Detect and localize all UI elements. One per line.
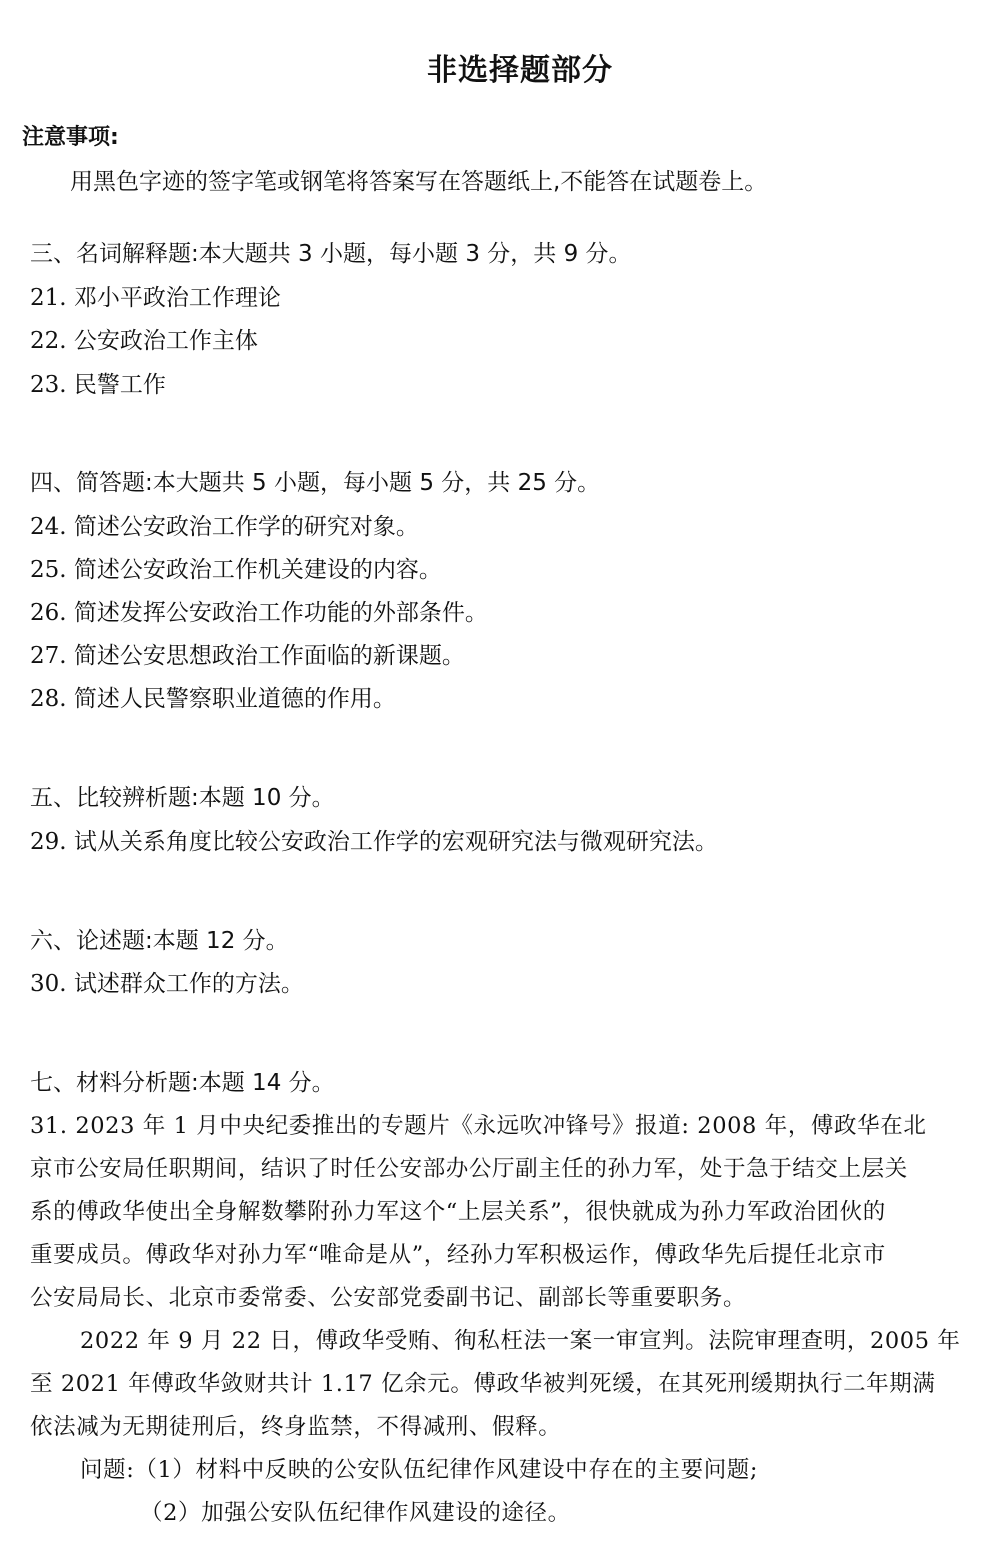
- question-27: 27. 简述公安思想政治工作面临的新课题。: [30, 643, 465, 669]
- material-line-5: 公安局局长、北京市委常委、公安部党委副书记、副部长等重要职务。: [30, 1285, 747, 1311]
- material-line-3: 系的傅政华使出全身解数攀附孙力军这个“上层关系”，很快就成为孙力军政治团伙的: [30, 1199, 886, 1225]
- material-line-8: 依法减为无期徒刑后，终身监禁，不得减刑、假释。: [30, 1414, 562, 1440]
- section-heading-4: 四、简答题:本大题共 5 小题，每小题 5 分，共 25 分。: [30, 470, 601, 496]
- question-28: 28. 简述人民警察职业道德的作用。: [30, 686, 396, 712]
- section-heading-6: 六、论述题:本题 12 分。: [30, 928, 289, 954]
- question-29: 29. 试从关系角度比较公安政治工作学的宏观研究法与微观研究法。: [30, 829, 718, 855]
- question-22: 22. 公安政治工作主体: [30, 328, 258, 354]
- notice-text: 用黑色字迹的签字笔或钢笔将答案写在答题纸上,不能答在试题卷上。: [70, 169, 768, 195]
- material-line-1: 31. 2023 年 1 月中央纪委推出的专题片《永远吹冲锋号》报道: 2008 年，傅政华在北: [30, 1113, 927, 1139]
- question-31-part-2: （2）加强公安队伍纪律作风建设的途径。: [140, 1500, 571, 1526]
- section-heading-5: 五、比较辨析题:本题 10 分。: [30, 785, 335, 811]
- question-24: 24. 简述公安政治工作学的研究对象。: [30, 514, 419, 540]
- material-line-6: 2022 年 9 月 22 日，傅政华受贿、徇私枉法一案一审宣判。法院审理查明，2005 年: [80, 1328, 961, 1354]
- question-23: 23. 民警工作: [30, 372, 166, 398]
- question-30: 30. 试述群众工作的方法。: [30, 971, 304, 997]
- section-heading-7: 七、材料分析题:本题 14 分。: [30, 1070, 335, 1096]
- section-heading-3: 三、名词解释题:本大题共 3 小题，每小题 3 分，共 9 分。: [30, 241, 632, 267]
- question-21: 21. 邓小平政治工作理论: [30, 285, 281, 311]
- question-26: 26. 简述发挥公安政治工作功能的外部条件。: [30, 600, 488, 626]
- question-25: 25. 简述公安政治工作机关建设的内容。: [30, 557, 442, 583]
- question-31-part-1: 问题:（1）材料中反映的公安队伍纪律作风建设中存在的主要问题;: [80, 1457, 759, 1483]
- page-title: 非选择题部分: [427, 53, 613, 88]
- notice-heading: 注意事项:: [22, 125, 119, 150]
- material-line-4: 重要成员。傅政华对孙力军“唯命是从”，经孙力军积极运作，傅政华先后提任北京市: [30, 1242, 886, 1268]
- material-line-2: 京市公安局任职期间，结识了时任公安部办公厅副主任的孙力军，处于急于结交上层关: [30, 1156, 908, 1182]
- material-line-7: 至 2021 年傅政华敛财共计 1.17 亿余元。傅政华被判死缓，在其死刑缓期执行二年期满: [30, 1371, 936, 1397]
